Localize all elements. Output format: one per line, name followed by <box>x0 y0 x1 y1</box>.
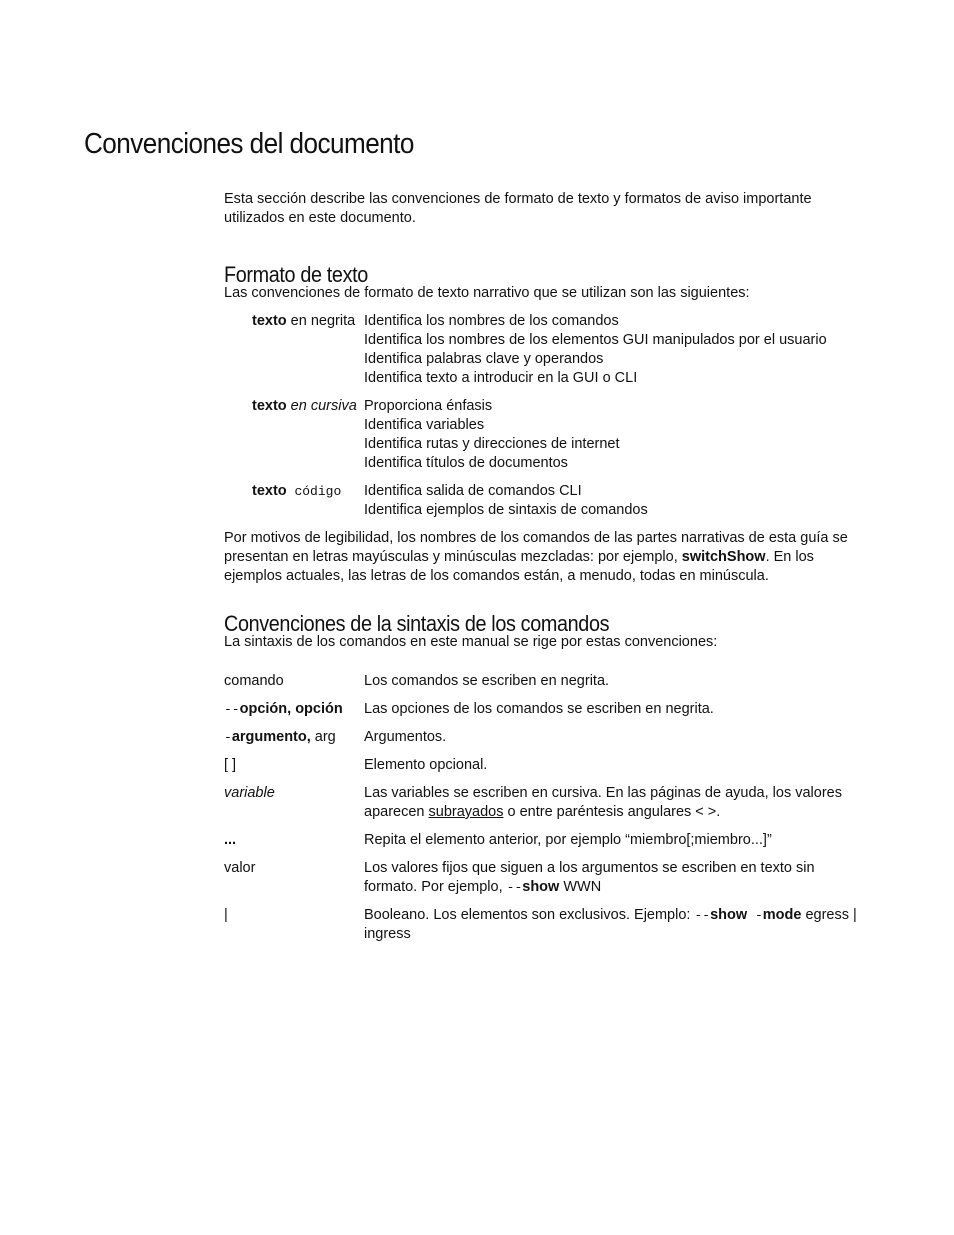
format-row-code <box>252 482 864 520</box>
format-line: Identifica los nombres de los elementos GUI manipulados por el usuario <box>364 332 827 348</box>
format-line: Identifica palabras clave y operandos <box>364 351 604 367</box>
command-example: switchShow <box>681 549 766 565</box>
syntax-key: valor <box>224 860 256 876</box>
format-key: texto en negrita <box>252 313 356 329</box>
syntax-description: Booleano. Los elementos son exclusivos. Ejemplo: --show -mode egress | ingress <box>364 907 857 942</box>
syntax-description: Las variables se escriben en cursiva. En las páginas de ayuda, los valores aparecen subrayados o entre paréntesis angulares < >. <box>364 785 842 820</box>
text-format-heading: Formato de texto <box>224 262 368 287</box>
syntax-description: Los comandos se escriben en negrita. <box>364 673 610 689</box>
syntax-row-valor <box>224 859 864 897</box>
syntax-key: | <box>224 907 228 923</box>
syntax-key: comando <box>224 673 284 689</box>
page-title: Convenciones del documento <box>84 128 414 160</box>
syntax-key: [ ] <box>224 757 237 773</box>
syntax-key: --opción, opción <box>224 701 343 717</box>
format-description <box>364 397 620 473</box>
syntax-table <box>224 672 864 944</box>
format-line: Identifica texto a introducir en la GUI o CLI <box>364 370 638 386</box>
text-format-table <box>252 312 864 520</box>
syntax-row-variable <box>224 784 864 822</box>
syntax-description: Argumentos. <box>364 729 447 745</box>
format-row-bold <box>252 312 864 388</box>
format-key: texto código <box>252 483 342 499</box>
format-line: Identifica ejemplos de sintaxis de comandos <box>364 502 648 518</box>
legibility-paragraph: Por motivos de legibilidad, los nombres de los comandos de las partes narrativas de esta guía se presentan en letras mayúsculas y minúsculas mezcladas: por ejemplo, switchShow. En los ejemplos actuales, las letras de los comandos están, a menudo, todas en minúscula. <box>224 530 848 584</box>
format-key: texto en cursiva <box>252 398 357 414</box>
format-line: Identifica variables <box>364 417 485 433</box>
syntax-description: Elemento opcional. <box>364 757 488 773</box>
intro-paragraph: Esta sección describe las convenciones de formato de texto y formatos de aviso importante utilizados en este documento. <box>224 191 812 226</box>
document-body <box>224 190 864 953</box>
syntax-row-comando <box>224 672 864 691</box>
format-line: Identifica títulos de documentos <box>364 455 568 471</box>
syntax-row-argumento <box>224 728 864 747</box>
syntax-row-pipe <box>224 906 864 944</box>
syntax-key: variable <box>224 785 275 801</box>
syntax-heading: Convenciones de la sintaxis de los comandos <box>224 611 610 636</box>
syntax-row-opcion <box>224 700 864 719</box>
syntax-key: -argumento, arg <box>224 729 336 745</box>
format-line: Proporciona énfasis <box>364 398 493 414</box>
syntax-row-elipsis <box>224 831 864 850</box>
text-format-lead: Las convenciones de formato de texto narrativo que se utilizan son las siguientes: <box>224 285 750 301</box>
format-row-italic <box>252 397 864 473</box>
syntax-key: ... <box>224 832 237 848</box>
syntax-description: Los valores fijos que siguen a los argumentos se escriben en texto sin formato. Por ejemplo, --show WWN <box>364 860 815 895</box>
syntax-lead: La sintaxis de los comandos en este manual se rige por estas convenciones: <box>224 634 718 650</box>
format-description <box>364 312 827 388</box>
format-line: Identifica salida de comandos CLI <box>364 483 582 499</box>
syntax-row-corchetes <box>224 756 864 775</box>
format-line: Identifica rutas y direcciones de internet <box>364 436 620 452</box>
format-description <box>364 482 648 520</box>
syntax-description: Las opciones de los comandos se escriben en negrita. <box>364 701 714 717</box>
format-line: Identifica los nombres de los comandos <box>364 313 619 329</box>
syntax-description: Repita el elemento anterior, por ejemplo “miembro[;miembro...]” <box>364 832 772 848</box>
